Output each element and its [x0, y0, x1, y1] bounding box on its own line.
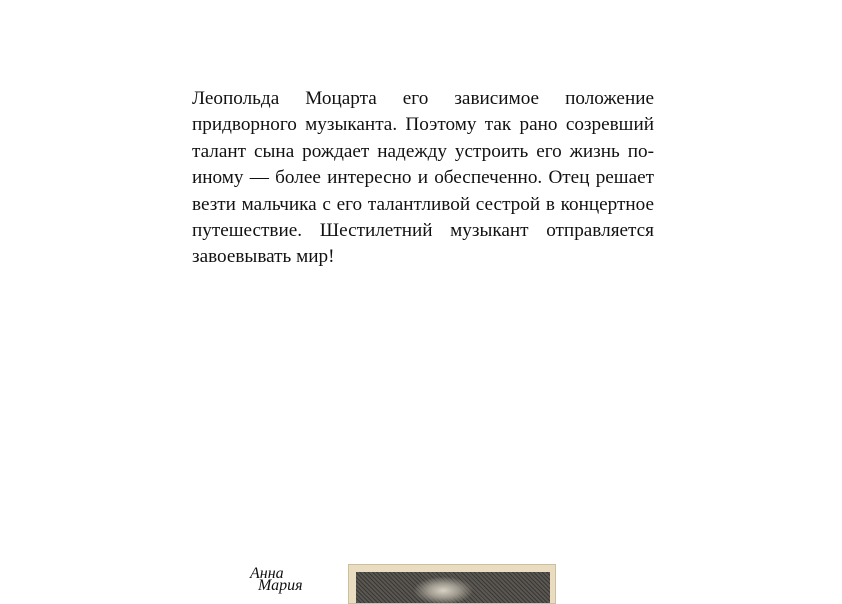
- caption-line-1: Анна: [250, 565, 284, 582]
- portrait-image: [348, 564, 556, 604]
- portrait-caption: [250, 565, 330, 594]
- portrait-engraving: [356, 572, 550, 603]
- caption-line-2: Мария: [258, 577, 303, 594]
- body-paragraph: Леопольда Моцарта его зависимое положение придворного музыканта. Поэтому так рано созревший талант сына рождает надежду устроить его жизнь по-иному — более интересно и обеспеченно. Отец решает везти мальчика с его талантливой сестрой в концертное путешествие. Шестилетний музыкант отправляется завоевывать мир!: [192, 88, 654, 268]
